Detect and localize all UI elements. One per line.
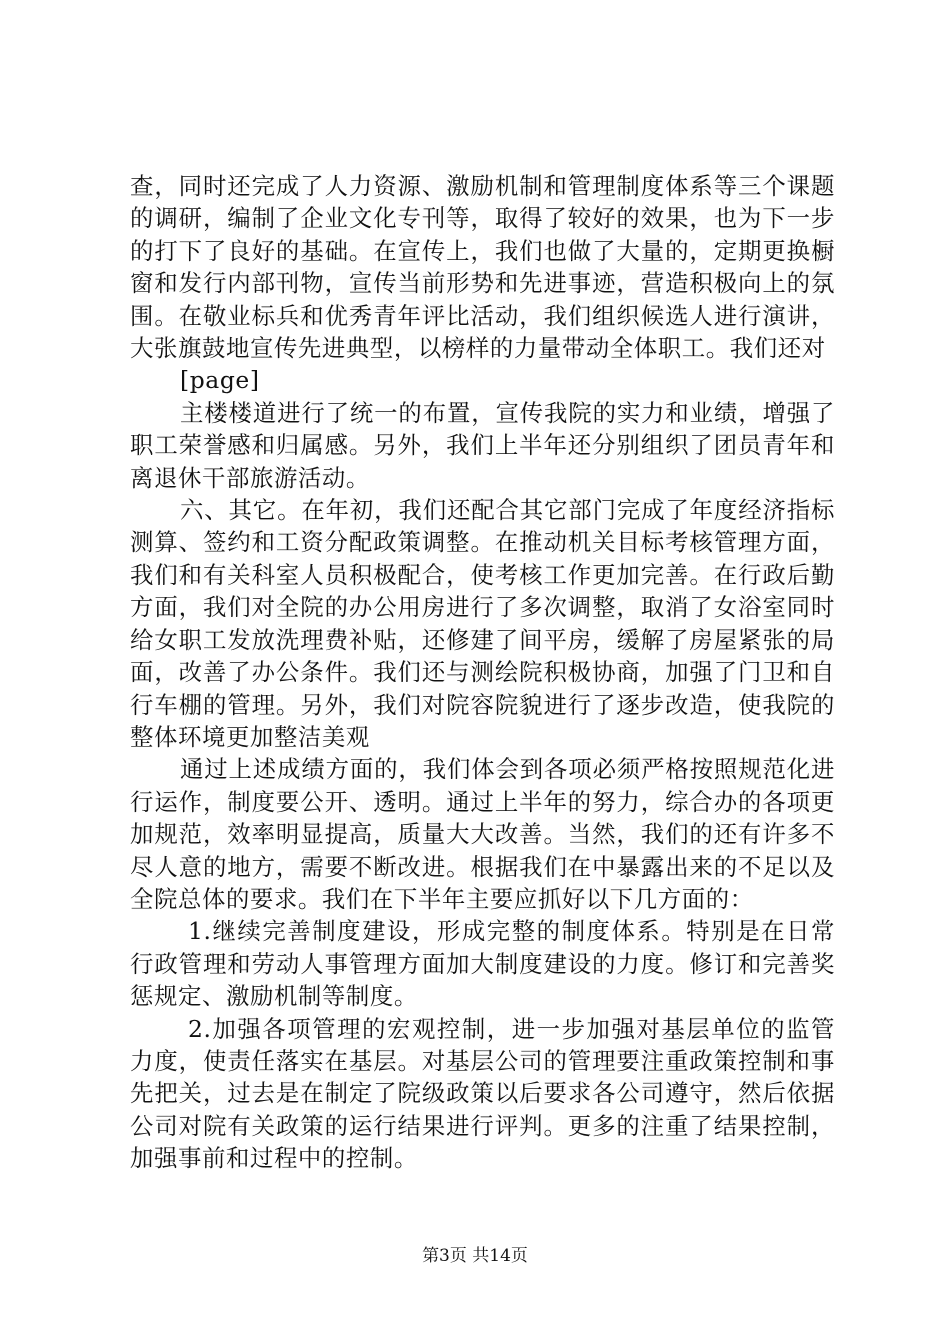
list-item-2: 2.加强各项管理的宏观控制，进一步加强对基层单位的监管力度，使责任落实在基层。对基层公司的管理要注重政策控制和事先把关，过去是在制定了院级政策以后要求各公司遵守，然后依据公司对院有关政策的运行结果进行评判。更多的注重了结果控制，加强事前和过程中的控制。	[130, 1014, 835, 1173]
paragraph-section-six: 六、其它。在年初，我们还配合其它部门完成了年度经济指标测算、签约和工资分配政策调整。在推动机关目标考核管理方面，我们和有关科室人员积极配合，使考核工作更加完善。在行政后勤方面，我们对全院的办公用房进行了多次调整，取消了女浴室同时给女职工发放洗理费补贴，还修建了间平房，缓解了房屋紧张的局面，改善了办公条件。我们还与测绘院积极协商，加强了门卫和自行车棚的管理。另外，我们对院容院貌进行了逐步改造，使我院的整体环境更加整洁美观	[130, 496, 835, 751]
page-break-marker: [page]	[180, 366, 260, 395]
paragraph-continuation: 查，同时还完成了人力资源、激励机制和管理制度体系等三个课题的调研，编制了企业文化专刊等，取得了较好的效果，也为下一步的打下了良好的基础。在宣传上，我们也做了大量的，定期更换橱窗和发行内部刊物，宣传当前形势和先进事迹，营造积极向上的氛围。在敬业标兵和优秀青年评比活动，我们组织候选人进行演讲，大张旗鼓地宣传先进典型，以榜样的力量带动全体职工。我们还对	[130, 172, 835, 363]
document-body	[130, 170, 835, 1175]
paragraph-summary: 通过上述成绩方面的，我们体会到各项必须严格按照规范化进行运作，制度要公开、透明。通过上半年的努力，综合办的各项更加规范，效率明显提高，质量大大改善。当然，我们的还有许多不尽人意的地方，需要不断改进。根据我们在中暴露出来的不足以及全院总体的要求。我们在下半年主要应抓好以下几方面的：	[130, 755, 835, 913]
list-item-1: 1.继续完善制度建设，形成完整的制度体系。特别是在日常行政管理和劳动人事管理方面加大制度建设的力度。修订和完善奖惩规定、激励机制等制度。	[130, 917, 835, 1011]
paragraph-publicity: 主楼楼道进行了统一的布置，宣传我院的实力和业绩，增强了职工荣誉感和归属感。另外，我们上半年还分别组织了团员青年和离退休干部旅游活动。	[130, 398, 835, 492]
page-footer: 第3页 共14页	[422, 1246, 528, 1266]
